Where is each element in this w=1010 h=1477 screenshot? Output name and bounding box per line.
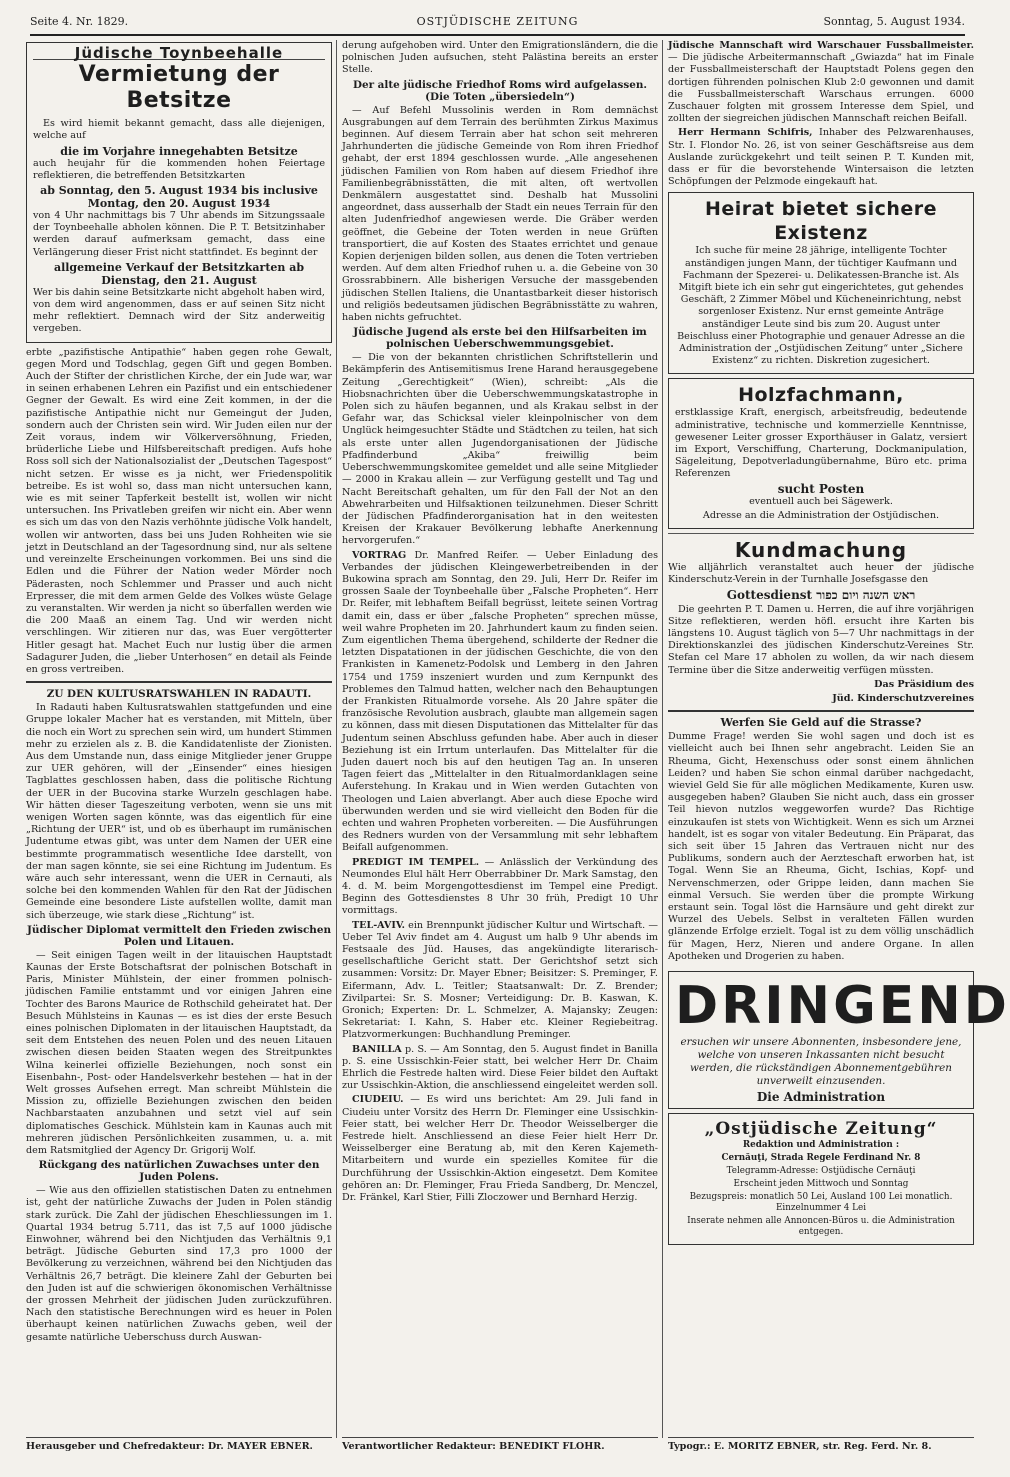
article-title: Der alte jüdische Friedhof Roms wird aufgelassen. (Die Toten „übersiedeln“) [352,78,648,103]
ad-text: Cernăuţi, Strada Regele Ferdinand Nr. 8 [721,1152,921,1163]
article-body: Dr. Manfred Reifer. — Ueber Einladung des Verbandes der jüdischen Kleingewerbetreibenden in der Bukowina sprach am Sonntag, den 29. Juli, Herr Dr. Reifer im grossen Saale der Toynbeehalle über „Falsche Propheten“. Herr Dr. Reifer, mit lebhaftem Beifall begrüsst, leitete seinen Vortrag damit ein, dass er über „falsche Propheten“ sprechen müsse, weil wahre Propheten im 20. Jahrhundert kaum zu finden seien. Zum eigentlichen Thema übergehend, schilderte der Redner die letzten Dispatationen in der jüdischen Geschichte, die von den Frankisten in Kamenetz-Podolsk und Lemberg in den Jahren 1754 und 1759 inszeniert wurden und zum Kernpunkt des Problemes den Talmud hatten, welcher nach den Behauptungen der Frankisten Ritualmorde vorsehe. Als 20 Jahre später die französische Revolution ausbrach, glaubte man allgemein sagen zu können, dass mit diesen Disputationen das Mittelalter für das Judentum seinen Abschluss gefunden habe. Aber auch in dieser Beziehung ist ein Irrtum unterlaufen. Das Mittelalter für die Juden dauert noch bis auf den heutigen Tag an. In unseren Tagen feiert das „Mittelalter in den Ritualmordanklagen seine Auferstehung. In Krakau und in Wien werden Gutachten von Theologen und Laien abverlangt. Aber auch diese Epoche wird überwunden werden und sie wird vielleicht den Boden für die echten und wahren Propheten vorbereiten. — Die Ausführungen des Redners wurden von der Versammlung mit sehr lebhaftem Beifall aufgenommen. [342,549,658,854]
ad-title: DRINGEND [675,975,1010,1036]
article-title: Herr Hermann Schifris, [678,127,813,139]
column-rule [336,40,337,1438]
article-title: Jüdische Mannschaft wird Warschauer Fussballmeister. [668,40,974,51]
section-divider [668,533,974,534]
notice-text: Es wird hiemit bekannt gemacht, dass alle diejenigen, welche auf [33,118,325,142]
ad-dringend [668,971,1010,1109]
article-title: Jüdische Jugend als erste bei den Hilfsarbeiten im polnischen Ueberschwemmungsgebiet. [353,326,647,351]
ad-text: Erscheint jeden Mittwoch und Sonntag [733,1178,909,1189]
notice-text: von 4 Uhr nachmittags bis 7 Uhr abends im Sitzungssaale der Toynbeehalle abholen können. Die P. T. Betsitzinhaber werden darauf aufmerksam gemacht, dass eine Verlängerung dieser Frist nicht stattfindet. Es beginnt der [33,210,325,258]
ad-title: „Ostjüdische Zeitung“ [704,1118,938,1139]
column-rule [662,40,663,1438]
article-title: VORTRAG [352,549,407,561]
notice-title: Jüdische Toynbeehalle [33,47,325,60]
article-body: ein Brennpunkt jüdischer Kultur und Wirtschaft. — Ueber Tel Aviv findet am 4. August um halb 9 Uhr abends im Festsaale des Jüd. Hauses, das angekündigte literarisch-gesellschaftliche Gericht statt. Der Gerichtshof setzt sich zusammen: Vorsitz: Dr. Mayer Ebner; Beisitzer: S. Preminger, F. Eifermann, Adv. L. Teitler; Staatsanwalt: Dr. Z. Brender; Zivilpartei: Sr. S. Mosner; Verteidigung: Dr. B. Kaswan, K. Gronich; Experten: Dr. L. Schmelzer, A. Majansky; Zeugen: Sekretariat: I. Kahn, S. Haber etc. Kleiner Regiebeitrag. Platzvormerkungen: Buchhandlung Preminger. [342,919,658,1041]
page-header [30,14,965,36]
ad-zeitung-impressum [668,1113,974,1245]
column-left [26,40,332,1436]
footer-publisher: Herausgeber und Chefredakteur: Dr. MAYER EBNER. [26,1437,332,1454]
article-title: Jüdischer Diplomat vermittelt den Frieden zwischen Polen und Litauen. [26,923,331,948]
notice-emphasis: ab Sonntag, den 5. August 1934 bis inclusive Montag, den 20. August 1934 [40,184,318,211]
article-title: TEL-AVIV. [352,919,405,931]
ad-text: eventuell auch bei Sägewerk. [749,495,893,507]
article-title: ZU DEN KULTUSRATSWAHLEN IN RADAUTI. [46,688,312,701]
ad-text: Ich suche für meine 28 jährige, intelligente Tochter anständigen jungen Mann, der tüchtiger Kaufmann und Fachmann der Spezerei- u. Delikatessen-Branche ist. Als Mitgift biete ich ein sehr gut eingerichtetes, gut gehendes Geschäft, 2 Zimmer Möbel und Kücheneinrichtung, nebst sorgenloser Existenz. Nur ernst gemeinte Anträge anständiger Leute sind bis zum 20. August unter Beischluss einer Photographie und genauer Adresse an die Administration der „Ostjüdischen Zeitung“ unter „Sichere Existenz“ zu richten. Diskretion zugesichert. [677,245,965,367]
ad-togal [668,717,974,963]
ad-kundmachung [668,538,974,705]
article-body: — Es wird uns berichtet: Am 29. Juli fand in Ciudeiu unter Vorsitz des Herrn Dr. Fleminger eine Ussischkin-Feier statt, bei welcher Herr Dr. Theodor Weisselberger die Festrede hielt. Anschliessend an diese Feier hielt Herr Dr. Weisselberger eine Beratung ab, mit den Keren Kajemeth-Mitarbeitern und wurde ein spezielles Komitee für die Durchführung der Ussischkin-Aktion eingesetzt. Dem Komitee gehören an: Dr. Fleminger, Frau Frieda Sandberg, Dr. Menczel, Dr. Fränkel, Karl Stier, Filli Zloczower und Bernhard Herzig. [342,1094,658,1204]
article-title: PREDIGT IM TEMPEL. [352,856,480,868]
article-body: — Die von der bekannten christlichen Schriftstellerin und Bekämpferin des Antisemitismus Irene Harand herausgegebene Zeitung „Gerechtigkeit“ (Wien), schreibt: „Als die Hiobsnachrichten über die Ueberschwemmungskatastrophe in Polen sich zu häufen begannen, und als Krakau selbst in der Gefahr war, das Schicksal vieler kleinpolnischer von dem Unglück heimgesuchter Städte und Städtchen zu teilen, hat sich als erste unter allen Jugendorganisationen der Jüdische Pfadfinderbund „Akiba“ freiwillig beim Ueberschwemmungskomitee gemeldet und alle seine Mitglieder — 2000 in Krakau allein — zur Verfügung gestellt und Tag und Nacht Bereitschaft gehalten, um für den Fall der Not an den Abwehrarbeiten und Hilfsaktionen teilzunehmen. Dieser Schritt der Jüdischen Pfadfinderorganisation hat in den weitesten Kreisen der Krakauer Bevölkerung lebhafte Anerkennung hervorgerufen.“ [342,352,658,547]
ad-text: Adresse an die Administration der Ostjüdischen. [702,509,940,521]
article-body: derung aufgehoben wird. Unter den Emigrationsländern, die die polnischen Juden aufsuchen, steht Palästina bereits an erster Stelle. [342,40,658,76]
ad-text: Wie alljährlich veranstaltet auch heuer der jüdische Kinderschutz-Verein in der Turnhalle Josefsgasse den [668,562,974,586]
notice-text: auch heujahr für die kommenden hohen Feiertage reflektieren, die betreffenden Betsitzkarten [33,157,325,181]
ad-title: Kundmachung [734,538,908,563]
ad-signature: Jüd. Kinderschutzvereines [832,692,974,704]
ad-text: Inserate nehmen alle Annoncen-Büros u. die Administration entgegen. [687,1215,955,1237]
ad-heirat [668,192,974,374]
page-number: Seite 4. Nr. 1829. [30,15,129,28]
column-middle [342,40,658,1436]
issue-date: Sonntag, 5. August 1934. [823,15,965,28]
notice-headline: Vermietung der Betsitze [78,62,280,114]
article-body: — Die jüdische Arbeitermannschaft „Gwiazda“ hat im Finale der Fussballmeisterschaft der Hauptstadt Polens gegen den dortigen führenden polnischen Klub 2:0 gewonnen und damit die Fussballmeisterschaft Warschaus errungen. 6000 Zuschauer folgten mit grossem Interesse dem Spiel, und zollten der siegreichen jüdischen Mannschaft reichen Beifall. [668,52,974,125]
toynbee-notice [26,42,332,343]
article-body: — Anlässlich der Verkündung des Neumondes Elul hält Herr Oberrabbiner Dr. Mark Samstag, den 4. d. M. beim Morgengottesdienst im Tempel eine Predigt. Beginn des Gottesdienstes 8 Uhr 30 früh, Predigt 10 Uhr vormittags. [342,856,658,917]
ad-text: Telegramm-Adresse: Ostjüdische Cernăuţi [726,1165,916,1176]
article-body: p. S. — Am Sonntag, den 5. August findet in Banilla p. S. eine Ussischkin-Feier statt, bei welcher Herr Dr. Chaim Ehrlich die Festrede halten wird. Diese Feier bildet den Auftakt zur Ussischkin-Aktion, die anschliessend eingeleitet werden soll. [342,1043,658,1092]
ad-text: Bezugspreis: monatlich 50 Lei, Ausland 100 Lei monatlich. Einzelnummer 4 Lei [689,1191,953,1213]
article-body: — Wie aus den offiziellen statistischen Daten zu entnehmen ist, geht der natürliche Zuwachs der Juden in Polen ständig stark zurück. Die Zahl der jüdischen Eheschliessungen im 1. Quartal 1934 betrug 5.711, das ist 7,5 auf 1000 jüdische Einwohner, während bei den Nichtjuden das Verhältnis 9,1 beträgt. Jüdische Geburten sind 17,3 pro 1000 der Bevölkerung zu verzeichnen, während bei den Nichtjuden das Verhältnis 26,7 beträgt. Die kleinere Zahl der Geburten bei den Juden ist auf die schwierigen ökonomischen Verhältnisse der grossen Mehrheit der jüdischen Juden zurückzuführen. Nach den statistische Berechnungen wird es heuer in Polen überhaupt keinen natürlichen Zuwachs geben, weil der gesamte natürliche Ueberschuss durch Auswan- [26,1185,332,1343]
ad-text: erstklassige Kraft, energisch, arbeitsfreudig, bedeutende administrative, technische und kommerzielle Kenntnisse, gewesener Leiter grosser Exporthäuser in Galatz, versiert im Export, Verschiffung, Charterung, Dockmanipulation, Sägeleitung, Depotverladungübernahme, Büro etc. prima Referenzen [675,407,967,480]
article-body: Inhaber des Pelzwarenhauses, Str. I. Flondor No. 26, ist von seiner Geschäftsreise aus dem Auslande zurückgekehrt und teilt seinen P. T. Kunden mit, dass er für die bevorstehende Wintersaison die letzten Schöpfungen der Pelzmode eingekauft hat. [668,127,974,188]
ad-text: ersuchen wir unsere Abonnenten, insbesondere jene, welche von unseren Inkassanten nicht besucht werden, die rückständigen Abonnementgebühren unverweilt einzusenden. [680,1035,962,1087]
column-right [668,40,1010,1436]
notice-text: Wer bis dahin seine Betsitzkarte nicht abgeholt haben wird, von dem wird angenommen, dass er auf seinen Sitz nicht mehr reflektiert. Demnach wird der Sitz anderweitig vergeben. [33,286,325,335]
article-body: In Radauti haben Kultusratswahlen stattgefunden und eine Gruppe lokaler Macher hat es verstanden, mit Mitteln, über die noch ein Wort zu sprechen sein wird, um hundert Stimmen mehr zu erzielen als z. B. die Kandidatenliste der Zionisten. Aus dem Umstande nun, dass einige Mitglieder jener Gruppe zur UER gehören, will der „Einsender“ eines hiesigen Tagblattes geschlossen haben, dass die politische Richtung der UER in der Bucovina starke Wurzeln geschlagen habe. Wir hätten dieser Tageszeitung verboten, wenn sie uns mit wenigen Worten sagen könnte, was das eigentlich für eine „Richtung der UER“ ist, und ob es überhaupt im rumänischen Judentume etwas gibt, was unter dem Namen der UER eine bestimmte programmatisch wesentliche Idee darstellt, von der man sagen könnte, sie sei eine Richtung im Judentum. Es wäre auch sehr interessant, wenn die UER in Cernauti, als solche bei den kommenden Wahlen für den Rat der Jüdischen Gemeinde eine besondere Liste aufstellen wollte, damit man sich überzeuge, wie stark diese „Richtung“ ist. [26,702,332,921]
ad-signature: Das Präsidium des [874,678,974,690]
footer-printer: Typogr.: E. MORITZ EBNER, str. Reg. Ferd. Nr. 8. [668,1437,974,1454]
ad-text: Die geehrten P. T. Damen u. Herren, die auf ihre vorjährigen Sitze reflektieren, werden höfl. ersucht ihre Karten bis längstens 10. August täglich von 5—7 Uhr nachmittags in der Direktionskanzlei des jüdischen Kinderschutz-Vereines Str. Stefan cel Mare 17 abholen zu wollen, da wir nach diesem Termine über die Sitze anderweitig verfügen müssten. [668,603,974,676]
section-divider [26,681,332,683]
ad-signature: Die Administration [756,1089,886,1104]
footer-editor: Verantwortlicher Redakteur: BENEDIKT FLOHR. [342,1437,658,1454]
newspaper-title: OSTJÜDISCHE ZEITUNG [416,15,579,28]
section-divider [668,710,974,712]
notice-emphasis: allgemeine Verkauf der Betsitzkarten ab Dienstag, den 21. August [53,260,305,287]
article-title: CIUDEIU. [352,1094,404,1106]
ad-holzfachmann [668,378,974,529]
ad-emphasis: sucht Posten [777,481,865,496]
ad-title: Heirat bietet sichere Existenz [704,198,938,245]
ad-title: Werfen Sie Geld auf die Strasse? [720,716,922,730]
ad-text: Dumme Frage! werden Sie wohl sagen und doch ist es vielleicht auch bei Ihnen sehr angebracht. Leiden Sie an Rheuma, Gicht, Hexenschuss oder sonst einem ähnlichen Leiden? und haben Sie schon einmal darüber nachgedacht, wieviel Geld Sie für alle möglichen Medikamente, Kuren usw. ausgegeben haben? Glauben Sie nicht auch, dass ein grosser Teil hievon nutzlos weggeworfen wurde? Das Richtige einzukaufen ist stets von Wichtigkeit. Wenn es sich um Arznei handelt, ist es sogar von vitaler Bedeutung. Ein Präparat, das sich seit über 15 Jahren das Vertrauen nicht nur des Publikums, sondern auch der Aerzteschaft erworben hat, ist Togal. Wenn Sie an Rheuma, Gicht, Ischias, Kopf- und Nervenschmerzen, oder Grippe leiden, dann machen Sie einmal Versuch. Sie werden über die prompte Wirkung erstaunt sein. Togal löst die Harnsäure und geht direkt zur Wurzel des Uebels. Selbst in veralteten Fällen wurden glänzende Erfolge erzielt. Togal ist zu dem völlig unschädlich für Magen, Herz, Nieren und andere Organe. In allen Apotheken und Drogerien zu haben. [668,731,974,962]
article-body: — Auf Befehl Mussolinis werden in Rom demnächst Ausgrabungen auf dem Terrain des berühmten Zirkus Maximus beginnen. Auf diesem Terrain aber hat schon seit mehreren Jahrhunderten die jüdische Gemeinde von Rom ihren Friedhof gehabt, der erst 1894 geschlossen wurde. „Alle angesehenen jüdischen Familien von Rom haben auf diesem Friedhof ihre Familienbegräbnisstätten, die mit alten, oft wertvollen Denkmälern ausgestattet sind. Deshalb hat Mussolini angeordnet, dass ausserhalb der Stadt ein neues Terrain für den alten Judenfriedhof angewiesen werde. Die Gräber werden geöffnet, die Gebeine der Toten werden in neue Grüften transportiert, die auf Kosten des Staates errichtet und genaue Kopien derjenigen bilden sollen, aus denen die Toten vertrieben werden. Auf dem alten Friedhof ruhen u. a. die Gebeine von 30 Grossrabbinern. Alle bisherigen Versuche der massgebenden jüdischen Stellen Italiens, die Unantastbarkeit dieser historisch und religiös bedeutsamen jüdischen Begräbnisstätte zu wahren, haben nichts gefruchtet. [342,104,658,324]
ad-text: Redaktion und Administration : [742,1139,900,1150]
ad-emphasis: Gottesdienst ראש השנה ויום כפור [726,587,916,602]
article-title: Rückgang des natürlichen Zuwachses unter den Juden Polens. [38,1159,320,1184]
ad-title: Holzfachmann, [738,384,904,407]
article-body: — Seit einigen Tagen weilt in der litauischen Hauptstadt Kaunas der Erste Botschaftsrat der polnischen Botschaft in Paris, Minister Mühlstein, der einer frommen polnisch-jüdischen Familie entstammt und vor einigen Jahren eine Tochter des Barons Maurice de Rothschild geheiratet hat. Der Besuch Mühlsteins in Kaunas — es ist dies der erste Besuch eines polnischen Diplomaten in der litauischen Hauptstadt, da seit dem Entstehen des neuen Polen und des neuen Litauen zwischen diesen beiden Staaten wegen des Streitpunktes Wilna keinerlei offizielle Beziehungen, noch sonst ein Eisenbahn-, Post- oder Handelsverkehr bestehen — hat in der Welt grosses Aufsehen erregt. Man schreibt Mühlstein die Mission zu, offizielle Beziehungen zwischen den beiden Nachbarstaaten anzubahnen und setzt viel auf sein diplomatisches Geschick. Mühlstein kam in Kaunas auch mit mehreren jüdischen Persönlichkeiten zusammen, u. a. mit dem Ratsmitglied der Agency Dr. Grigorij Wolf. [26,949,332,1157]
article-body: erbte „pazifistische Antipathie“ haben gegen rohe Gewalt, gegen Mord und Todschlag, gegen Gift und gegen Bomben. Auch der Stifter der christlichen Kirche, der ein Jude war, war in seinen erhabenen Lehren ein Pazifist und ein entschiedener Gegner der Gewalt. Es wird eine Zeit kommen, in der die pazifistische Antipathie nicht nur Gemeingut der Juden, sondern auch der Christen sein wird. Wir Juden eilen nur der Zeit voraus, indem wir Völkerversöhnung, Frieden, brüderliche Liebe und Hilfsbereitschaft predigen. Aufs hohe Ross soll sich der Nationalsozialist der „Deutschen Tagespost“ nicht setzen. Er wisse es ja nicht, wer Friedenspolitik betreibe. Es ist wohl so, dass man nicht untersuchen kann, wie es mit seiner Tapferkeit bestellt ist, wollen wir nicht untersuchen. Ins Privatleben greifen wir nicht ein. Aber wenn es sich um das von den Nazis verhöhnte jüdische Volk handelt, wollen wir antworten, dass bei uns Juden Rohheiten wie sie jetzt in Deutschland an der Tagesordnung sind, nur als seltene und vereinzelte Erscheinungen vorkommen. Bei uns sind die Edlen und die Führer der Nation weder Mörder noch Päderasten, noch Schlemmer und Prasser und auch nicht Erpresser, die mit dem armen Gelde des Volkes wüste Gelage zu veranstalten. Wir werden ja nicht so überfallen werden wie die 200 Maaß an einem Tag. Und wir werden nicht verschlingen. Wir zitieren nur das, was Euer vergötterter Hitler gesagt hat. Machet Euch nur lustig über die armen Sadagurer Juden, die „lieber Unterhosen“ en detail als Feinde en gross vertreiben. [26,346,332,675]
article-title: BANILLA [352,1043,402,1055]
notice-emphasis: die im Vorjahre innegehabten Betsitze [60,144,298,158]
